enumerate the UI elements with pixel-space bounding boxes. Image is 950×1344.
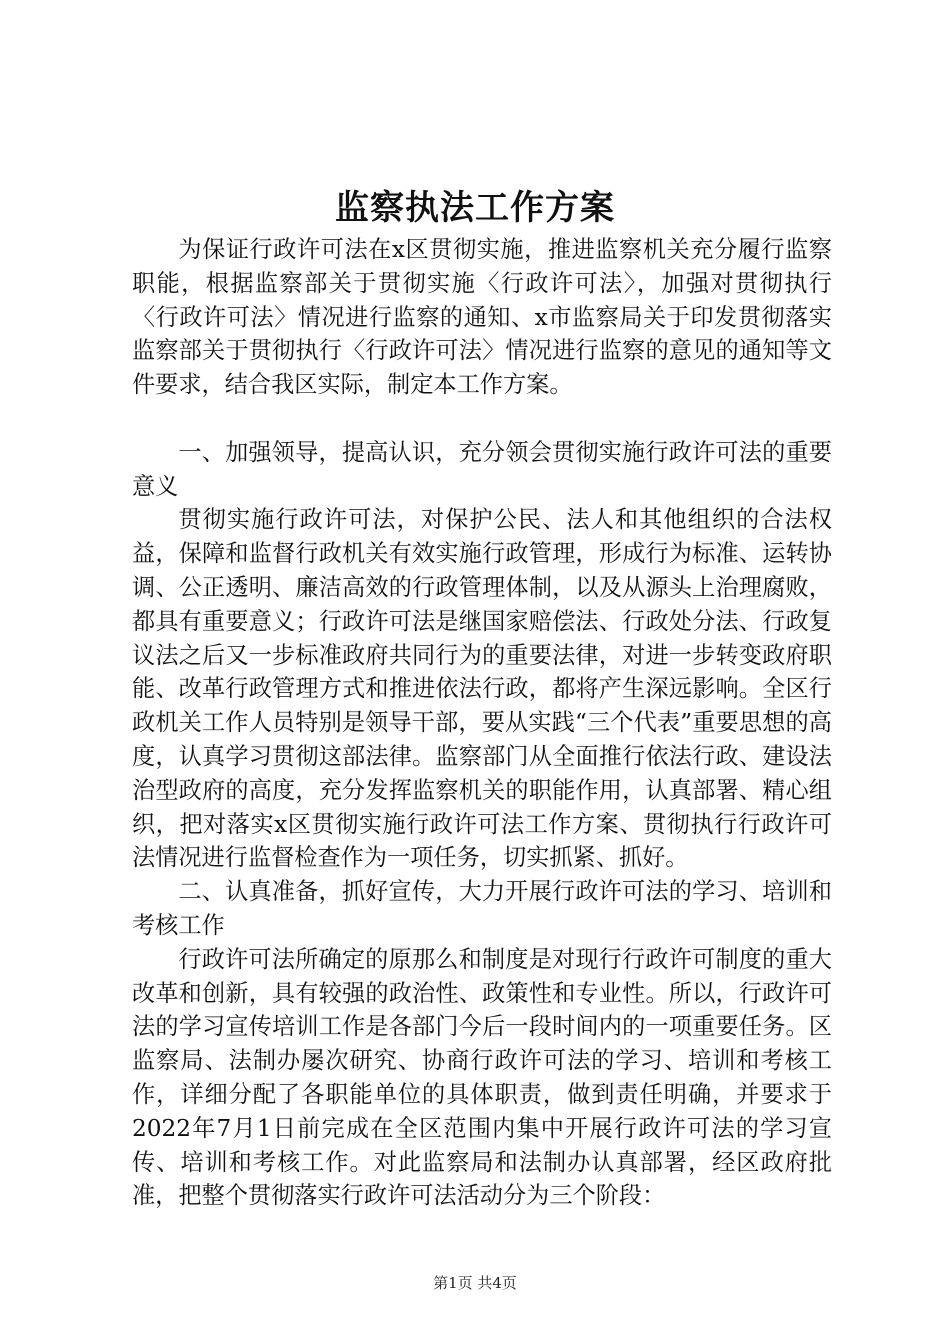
page-number-footer: 第1页 共4页: [433, 1274, 517, 1292]
section-1-heading: 一、加强领导，提高认识，充分领会贯彻实施行政许可法的重要意义: [132, 438, 832, 500]
intro-paragraph: 为保证行政许可法在x区贯彻实施，推进监察机关充分履行监察职能，根据监察部关于贯彻实施〈行政许可法〉，加强对贯彻执行〈行政许可法〉情况进行监察的通知、x市监察局关于印发贯彻落实监察部关于贯彻执行〈行政许可法〉情况进行监察的意见的通知等文件要求，结合我区实际，制定本工作方案。: [132, 236, 832, 399]
document-title: 监察执法工作方案: [335, 188, 615, 228]
section-1-paragraph: 贯彻实施行政许可法，对保护公民、法人和其他组织的合法权益，保障和监督行政机关有效实施行政管理，形成行为标准、运转协调、公正透明、廉洁高效的行政管理体制，以及从源头上治理腐败，都具有重要意义；行政许可法是继国家赔偿法、行政处分法、行政复议法之后又一步标准政府共同行为的重要法律，对进一步转变政府职能、改革行政管理方式和推进依法行政，都将产生深远影响。全区行政机关工作人员特别是领导干部，要从实践“三个代表”重要思想的高度，认真学习贯彻这部法律。监察部门从全面推行依法行政、建设法治型政府的高度，充分发挥监察机关的职能作用，认真部署、精心组织，把对落实x区贯彻实施行政许可法工作方案、贯彻执行行政许可法情况进行监督检查作为一项任务，切实抓紧、抓好。: [132, 506, 832, 872]
document-body: [132, 233, 832, 1213]
section-2-paragraph: 行政许可法所确定的原那么和制度是对现行行政许可制度的重大改革和创新，具有较强的政治性、政策性和专业性。所以，行政许可法的学习宣传培训工作是各部门今后一段时间内的一项重要任务。区监察局、法制办屡次研究、协商行政许可法的学习、培训和考核工作，详细分配了各职能单位的具体职责，做到责任明确，并要求于2022年7月1日前完成在全区范围内集中开展行政许可法的学习宣传、培训和考核工作。对此监察局和法制办认真部署，经区政府批准，把整个贯彻落实行政许可法活动分为三个阶段：: [132, 945, 832, 1210]
paragraph-spacer: [132, 402, 832, 436]
section-2-heading: 二、认真准备，抓好宣传，大力开展行政许可法的学习、培训和考核工作: [132, 878, 832, 939]
